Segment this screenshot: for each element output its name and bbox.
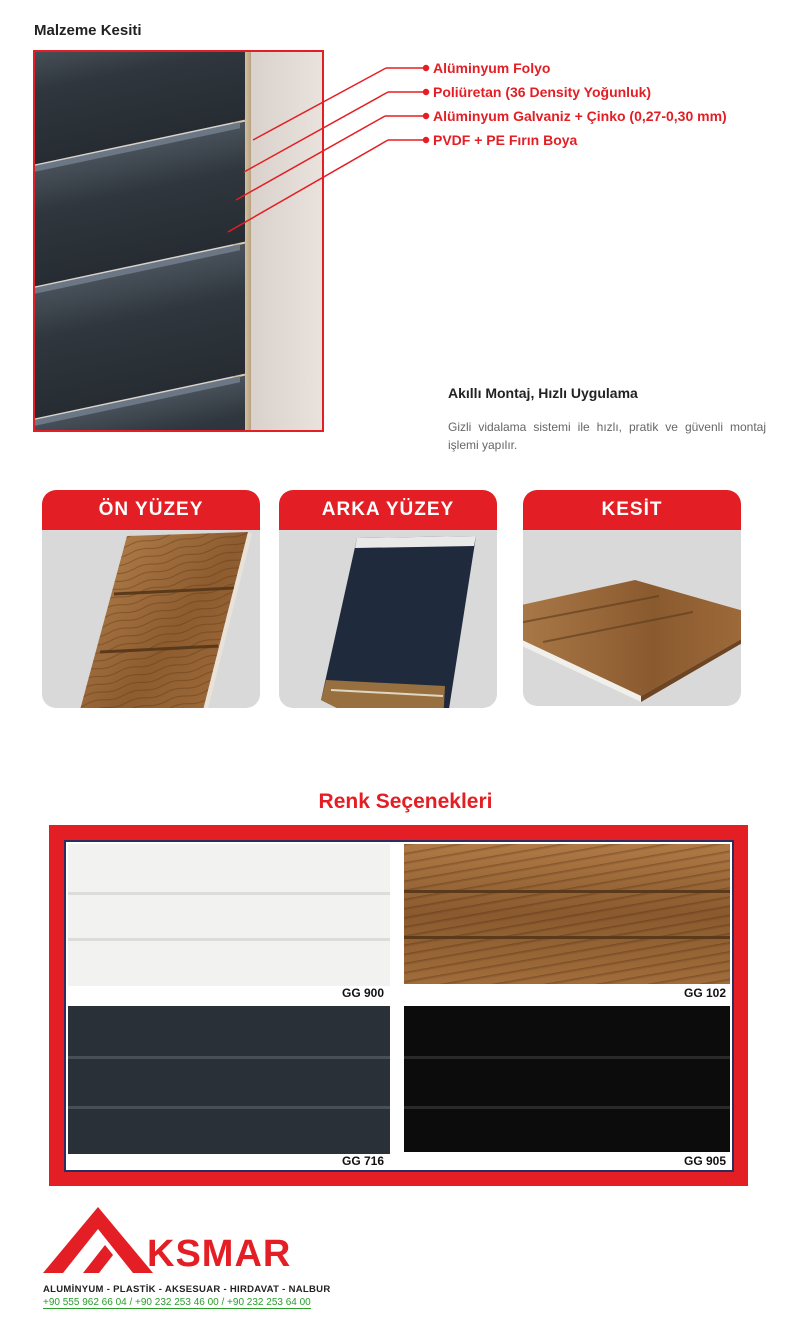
montaj-text: Gizli vidalama sistemi ile hızlı, pratik ve güvenli montaj işlemi yapılır. [448,420,766,452]
brand-phones[interactable]: +90 555 962 66 04 / +90 232 253 46 00 / +90 232 253 64 00 [43,1297,311,1308]
colors-title: Renk Seçenekleri [318,790,493,813]
card-title: ARKA YÜZEY [279,490,497,530]
back-surface-card [279,490,497,708]
wall-surface [242,52,322,430]
card-title: KESİT [523,490,741,530]
cross-section-photo [33,50,324,432]
section-title: Malzeme Kesiti [34,22,142,39]
section-panel-image [523,530,741,706]
colors-panel [64,840,734,1172]
layer-label-foil: Alüminyum Folyo [433,60,551,76]
brand-logo-mark [43,1207,153,1273]
swatch-code: GG 900 [342,986,385,1000]
swatch-gg102[interactable] [404,844,730,984]
brand-name: KSMAR [147,1233,292,1275]
section-card [523,490,741,706]
layer-label-paint: PVDF + PE Fırın Boya [433,132,578,148]
layer-label-galvanized: Alüminyum Galvaniz + Çinko (0,27-0,30 mm) [433,108,727,124]
swatch-code: GG 102 [684,986,727,1000]
layer-label-polyurethane: Poliüretan (36 Density Yoğunluk) [433,84,652,100]
swatch-code: GG 716 [342,1154,385,1168]
swatch-code: GG 905 [684,1154,727,1168]
swatch-gg716[interactable] [68,1006,390,1154]
front-surface-card [42,490,260,708]
back-panel-image [279,530,497,708]
front-panel-image [42,530,260,708]
swatch-gg900[interactable] [68,844,390,986]
card-title: ÖN YÜZEY [42,490,260,530]
montaj-title: Akıllı Montaj, Hızlı Uygulama [448,385,638,401]
swatch-gg905[interactable] [404,1006,730,1152]
brand-tagline: ALUMİNYUM - PLASTİK - AKSESUAR - HIRDAVAT - NALBUR [43,1284,331,1295]
